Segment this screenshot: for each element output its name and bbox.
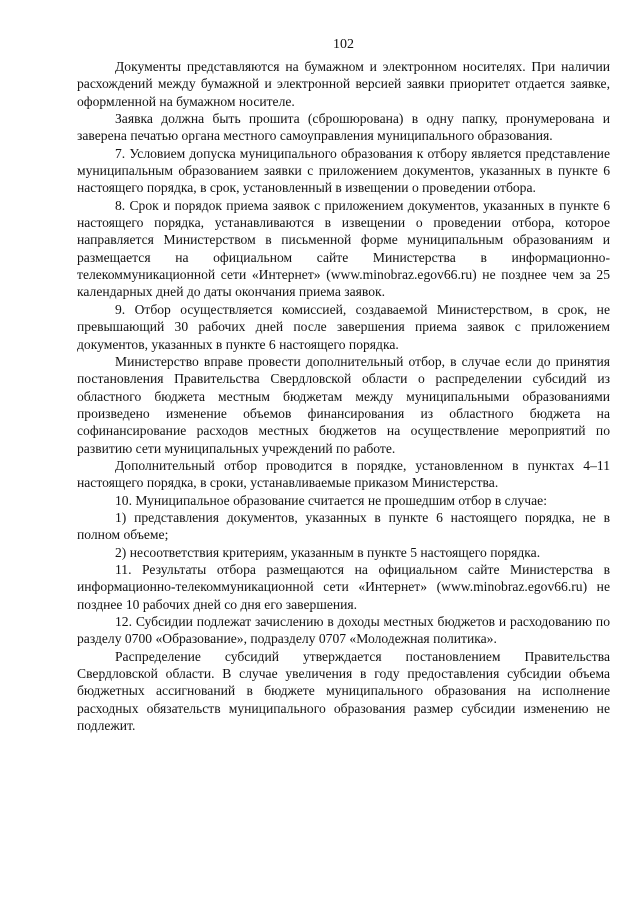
paragraph-item-8: 8. Срок и порядок приема заявок с приложением документов, указанных в пункте 6 настоящего порядка, устанавливаются в извещении о проведении отбора, которое направляется Министерством в письменной форме муниципальным образованиям и размещается на официальном сайте Министерства в информационно-телекоммуникационной сети «Интернет» (www.minobraz.egov66.ru) не позднее чем за 25 календарных дней до даты окончания приема заявок. xyxy=(77,197,610,300)
paragraph-item-11: 11. Результаты отбора размещаются на официальном сайте Министерства в информационно-телекоммуникационной сети «Интернет» (www.minobraz.egov66.ru) не позднее 10 рабочих дней со дня его завершения. xyxy=(77,561,610,612)
paragraph-item-10: 10. Муниципальное образование считается не прошедшим отбор в случае: xyxy=(115,492,547,508)
paragraph-documents-media: Документы представляются на бумажном и электронном носителях. При наличии расхождений между бумажной и электронной версией заявки приоритет отдается заявке, оформленной на бумажном носителе. xyxy=(77,59,610,109)
page-number: 102 xyxy=(333,37,354,52)
paragraph-subsidy-distribution: Распределение субсидий утверждается постановлением Правительства Свердловской области. В случае увеличения в году предоставления субсидии объема бюджетных ассигнований в бюджете муниципального образования на исполнение расходных обязательств муниципального образования размер субсидии изменению не подлежит. xyxy=(77,648,610,734)
document-page xyxy=(77,36,610,734)
paragraph-item-9: 9. Отбор осуществляется комиссией, создаваемой Министерством, в срок, не превышающий 30 рабочих дней после завершения приема заявок с приложением документов, указанных в пункте 6 настоящего порядка. xyxy=(77,301,610,352)
paragraph-additional-selection-procedure: Дополнительный отбор проводится в порядке, установленном в пунктах 4–11 настоящего порядка, в сроки, устанавливаемые приказом Министерства. xyxy=(77,457,610,491)
paragraph-application-binding: Заявка должна быть прошита (сброшюрована) в одну папку, пронумерована и заверена печатью органа местного самоуправления муниципального образования. xyxy=(77,111,610,144)
paragraph-item-7: 7. Условием допуска муниципального образования к отбору является представление муниципальным образованием заявки с приложением документов, указанных в пункте 6 настоящего порядка, в срок, установленный в извещении о проведении отбора. xyxy=(77,145,610,196)
paragraph-additional-selection-right: Министерство вправе провести дополнительный отбор, в случае если до принятия постановления Правительства Свердловской области о распределении субсидий из областного бюджета местным бюджетам между муниципальными образованиями произведено изменение объемов финансирования из областного бюджета на софинансирование расходов местных бюджетов на осуществление мероприятий по развитию сети муниципальных учреждений по работе. xyxy=(77,353,610,456)
paragraph-item-10-sub-2: 2) несоответствия критериям, указанным в пункте 5 настоящего порядка. xyxy=(115,544,541,560)
paragraph-item-10-sub-1: 1) представления документов, указанных в пункте 6 настоящего порядка, не в полном объеме; xyxy=(77,509,610,543)
paragraph-item-12: 12. Субсидии подлежат зачислению в доходы местных бюджетов и расходованию по разделу 0700 «Образование», подразделу 0707 «Молодежная политика». xyxy=(77,614,610,647)
